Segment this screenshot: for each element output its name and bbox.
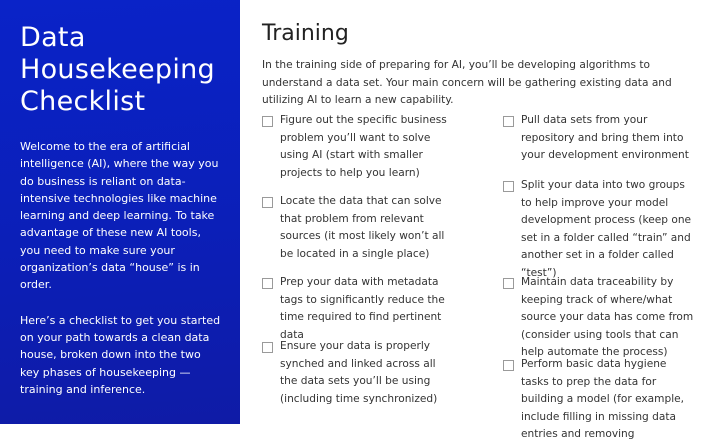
checkbox[interactable] [503,278,514,289]
checkbox[interactable] [503,360,514,371]
section-intro: In the training side of preparing for AI, you’ll be developing algorithms to understand a data set. Your main concern will be gathering existing data and utilizing AI to learn a new capability. [262,59,672,106]
checkbox[interactable] [262,342,273,353]
checklist-item-text: Perform basic data hygiene tasks to prep the data for building a model (for example, include filling in missing data entries and removing [521,358,685,440]
checklist-item-text: Ensure your data is properly synched and linked across all the data sets you’ll be using (including time synchronized) [280,340,438,405]
checklist-item-text: Pull data sets from your repository and bring them into your development environment [521,114,689,161]
outro-paragraph: Here’s a checklist to get you started on your path towards a clean data house, broken down into the two key phases of housekeeping — training and inference. [20,313,221,396]
checkbox[interactable] [503,181,514,192]
title-line-2: Housekeeping [20,54,215,85]
title-line-3: Checklist [20,86,146,117]
checklist-item-text: Figure out the specific business problem you’ll want to solve using AI (start with smaller projects to help you learn) [280,114,447,179]
intro-paragraph: Welcome to the era of artificial intelligence (AI), where the way you do business is reliant on data-intensive technologies like machine learning and deep learning. To take advantage of these new AI tools, you need to make sure your organization’s data “house” is in order. [20,140,219,292]
checklist-item-text: Maintain data traceability by keeping track of where/what source your data has come from (consider using tools that can help automate the process) [521,276,694,358]
title-line-1: Data [20,22,86,53]
sidebar-panel [0,0,240,424]
checklist-item-text: Prep your data with metadata tags to significantly reduce the time required to find pertinent data [280,276,445,341]
checkbox[interactable] [262,116,273,127]
checkbox[interactable] [503,116,514,127]
page-title [20,22,222,118]
checkbox[interactable] [262,278,273,289]
checkbox[interactable] [262,197,273,208]
checklist-item-text: Locate the data that can solve that problem from relevant sources (it most likely won’t all be located in a single place) [280,195,445,260]
training-section [262,0,712,440]
checklist-item-text: Split your data into two groups to help improve your model development process (keep one set in a folder called “train” and another set in a folder called “test”) [521,179,692,279]
section-heading: Training [262,21,349,46]
